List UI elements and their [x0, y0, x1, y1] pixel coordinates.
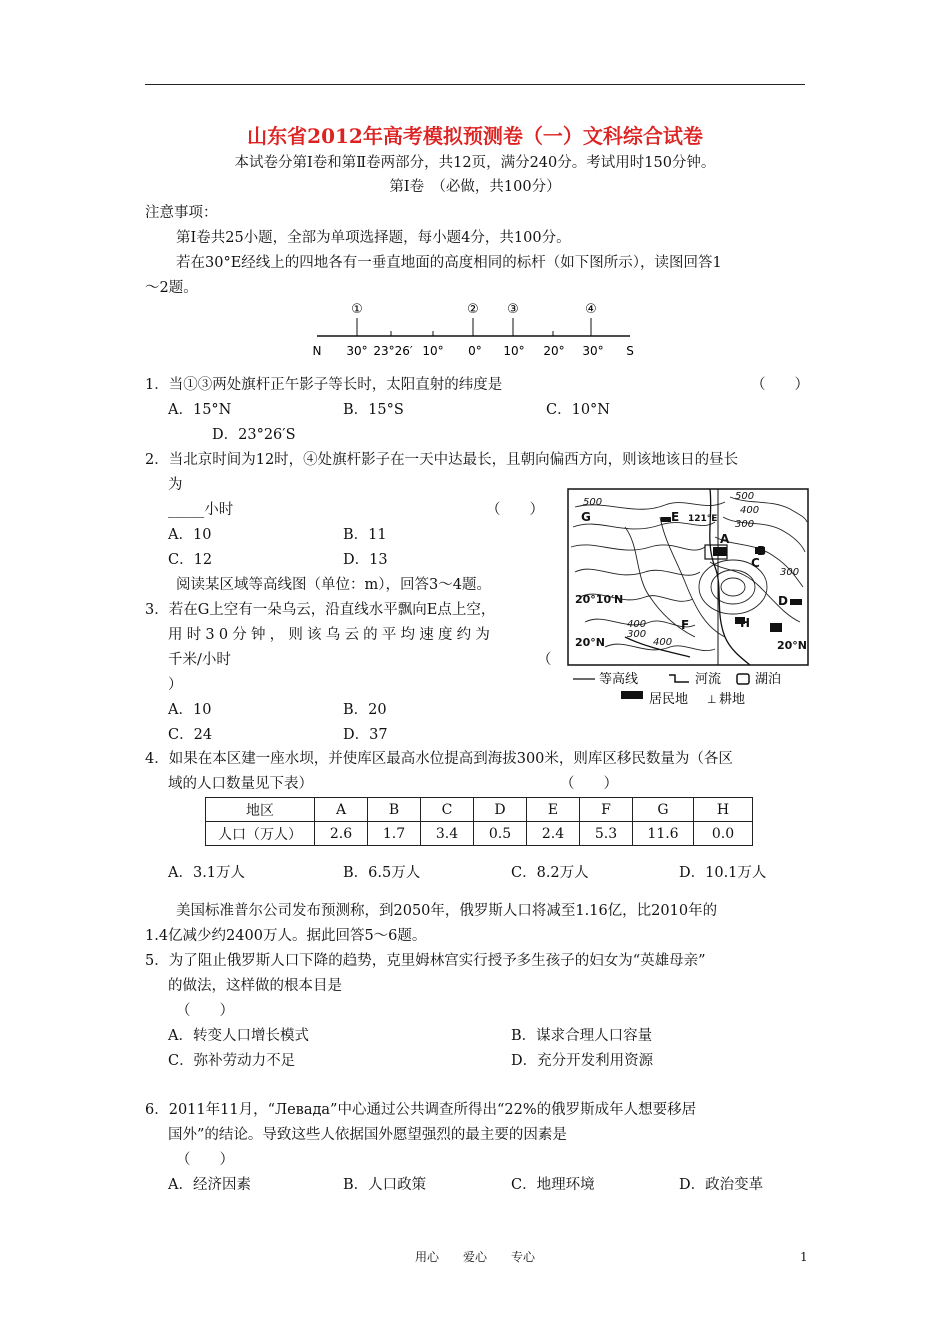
lon-label: 121°E: [688, 514, 718, 524]
table-cell: E: [527, 798, 580, 822]
legend-contour: 等高线: [599, 672, 639, 687]
table-cell: 11.6: [633, 822, 694, 846]
farmland-icon: ⊥: [707, 693, 717, 706]
map-label-c: C: [751, 556, 760, 570]
map-label-h: H: [740, 616, 751, 630]
map-label-a: A: [720, 532, 730, 546]
latitude-ruler-diagram: [305, 298, 645, 360]
contour-label: 400: [653, 637, 673, 648]
notice-label: 注意事项：: [145, 205, 218, 221]
table-cell: C: [421, 798, 474, 822]
map-label-e: E: [671, 510, 680, 524]
q6-option-a: A．经济因素: [168, 1177, 251, 1193]
q2-blank: _____小时: [168, 502, 234, 518]
map-label-f: F: [681, 618, 690, 632]
exam-intro: 本试卷分第Ⅰ卷和第Ⅱ卷两部分，共12页，满分240分。考试用时150分钟。: [234, 155, 716, 171]
page-title: 山东省2012年高考模拟预测卷（一）文科综合试卷: [247, 124, 703, 148]
q2-option-d: D．13: [343, 552, 388, 568]
q3-option-a: A．10: [168, 702, 212, 718]
q3-line3: 千米/小时: [168, 652, 231, 668]
q5-line2: 的做法，这样做的根本目是: [168, 978, 342, 994]
q2-paren: （ ）: [486, 502, 544, 518]
marker-4: ④: [585, 302, 597, 317]
table-cell: 2.6: [315, 822, 368, 846]
contour-label: 400: [627, 619, 647, 630]
contour-label: 500: [735, 491, 755, 502]
tick-label: 20°: [543, 344, 565, 358]
q6-option-b: B．人口政策: [343, 1177, 427, 1193]
ruler-north-end: N: [312, 344, 322, 358]
q3-paren-open: （: [537, 652, 552, 668]
q6-line2: 国外”的结论。导致这些人依据国外愿望强烈的最主要的因素是: [168, 1127, 567, 1143]
q3-line2: 用时30分钟，则该乌云的平均速度约为: [168, 627, 495, 643]
part1-heading: 第Ⅰ卷 （必做，共100分）: [389, 179, 561, 195]
ruler-south-end: S: [626, 344, 634, 358]
contour-label: 400: [740, 505, 760, 516]
contour-label: 500: [583, 497, 603, 508]
footer-slogan: 用心 爱心 专心: [414, 1250, 535, 1264]
q2-option-b: B．11: [343, 527, 387, 543]
q4-option-b: B．6.5万人: [343, 865, 421, 881]
table-row: [206, 822, 753, 846]
legend-settlement: 居民地: [649, 692, 689, 707]
contour-label: 300: [627, 629, 647, 640]
q1-option-b: B．15°S: [343, 402, 404, 418]
q3-option-d: D．37: [343, 727, 388, 743]
q6-option-d: D．政治变革: [679, 1177, 764, 1193]
map-label-d: D: [778, 594, 788, 608]
contour-label: 300: [735, 519, 755, 530]
legend-river: 河流: [695, 672, 722, 687]
contour-label: 300: [780, 567, 800, 578]
q3-line1: 3．若在G上空有一朵乌云，沿直线水平飘向E点上空，: [145, 602, 496, 618]
passage1-line1: 若在30°E经线上的四地各有一垂直地面的高度相同的标杆（如下图所示），读图回答1: [176, 255, 722, 271]
q4-paren: （ ）: [560, 776, 618, 792]
table-cell: 5.3: [580, 822, 633, 846]
table-cell: 0.0: [694, 822, 753, 846]
q4-line1: 4．如果在本区建一座水坝，并使库区最高水位提高到海拔300米，则库区移民数量为（各区: [145, 751, 733, 767]
passage1-line2: ～2题。: [145, 280, 198, 296]
marker-2: ②: [467, 302, 479, 317]
table-cell: G: [633, 798, 694, 822]
q5-option-c: C．弥补劳动力不足: [168, 1053, 296, 1069]
table-cell: 地区: [206, 798, 315, 822]
q5-option-d: D．充分开发利用资源: [511, 1053, 654, 1069]
q2-stem-line1: 2．当北京时间为12时，④处旗杆影子在一天中达最长，且朝向偏西方向，则该地该日的昼长: [145, 452, 739, 468]
table-cell: B: [368, 798, 421, 822]
q5-line1: 5．为了阻止俄罗斯人口下降的趋势，克里姆林宫实行授予多生孩子的妇女为“英雄母亲”: [145, 953, 706, 969]
tick-label: 10°: [422, 344, 444, 358]
q2-option-c: C．12: [168, 552, 213, 568]
q1-option-d: D．23°26′S: [212, 427, 296, 443]
lat-label-20-left: 20°N: [575, 636, 606, 649]
population-table: [205, 797, 753, 846]
table-cell: A: [315, 798, 368, 822]
q5-option-b: B．谋求合理人口容量: [511, 1028, 653, 1044]
table-cell: F: [580, 798, 633, 822]
q4-option-c: C．8.2万人: [511, 865, 589, 881]
tick-label: 0°: [468, 344, 482, 358]
q1-stem: 1．当①③两处旗杆正午影子等长时，太阳直射的纬度是: [145, 377, 503, 393]
table-cell: 1.7: [368, 822, 421, 846]
q1-paren: （ ）: [751, 377, 809, 393]
legend-farmland: 耕地: [719, 692, 746, 707]
tick-label: 10°: [503, 344, 525, 358]
q2-option-a: A．10: [168, 527, 212, 543]
q5-paren: （ ）: [176, 1003, 234, 1019]
table-cell: 2.4: [527, 822, 580, 846]
lat-label-20-right: 20°N: [777, 639, 808, 652]
q5-option-a: A．转变人口增长模式: [168, 1028, 309, 1044]
tick-label: 30°: [582, 344, 604, 358]
contour-map: [565, 487, 813, 709]
q6-paren: （ ）: [176, 1152, 234, 1168]
q4-option-d: D．10.1万人: [679, 865, 767, 881]
q1-option-a: A．15°N: [168, 402, 232, 418]
passage3-line1: 美国标准普尔公司发布预测称，到2050年，俄罗斯人口将减至1.16亿，比2010年的: [176, 903, 718, 919]
page-number: 1: [800, 1250, 808, 1264]
table-cell: D: [474, 798, 527, 822]
q6-option-c: C．地理环境: [511, 1177, 595, 1193]
lat-label-20-10: 20°10′N: [575, 593, 624, 606]
notice-text: 第Ⅰ卷共25小题，全部为单项选择题，每小题4分，共100分。: [176, 230, 571, 246]
q3-paren-close: ）: [168, 677, 183, 693]
q6-line1: 6．2011年11月，“Левада”中心通过公共调查所得出“22%的俄罗斯成年人想要移居: [145, 1102, 697, 1118]
q3-option-b: B．20: [343, 702, 387, 718]
table-header-row: [206, 798, 753, 822]
passage2: 阅读某区域等高线图（单位：m），回答3～4题。: [176, 577, 491, 593]
q4-line2: 域的人口数量见下表）: [168, 776, 313, 792]
q3-option-c: C．24: [168, 727, 213, 743]
table-cell: H: [694, 798, 753, 822]
passage3-line2: 1.4亿减少约2400万人。据此回答5～6题。: [145, 928, 427, 944]
marker-1: ①: [351, 302, 363, 317]
tick-label: 23°26′: [373, 344, 413, 358]
map-label-g: G: [581, 510, 591, 524]
table-cell: 人口（万人）: [206, 822, 315, 846]
q2-stem-line2: 为: [168, 477, 183, 493]
table-cell: 3.4: [421, 822, 474, 846]
table-cell: 0.5: [474, 822, 527, 846]
legend-lake: 湖泊: [755, 672, 782, 687]
q1-option-c: C．10°N: [546, 402, 610, 418]
header-rule: [145, 84, 805, 85]
q4-option-a: A．3.1万人: [168, 865, 246, 881]
map-label-b: B: [757, 544, 767, 558]
marker-3: ③: [507, 302, 519, 317]
tick-label: 30°: [346, 344, 368, 358]
